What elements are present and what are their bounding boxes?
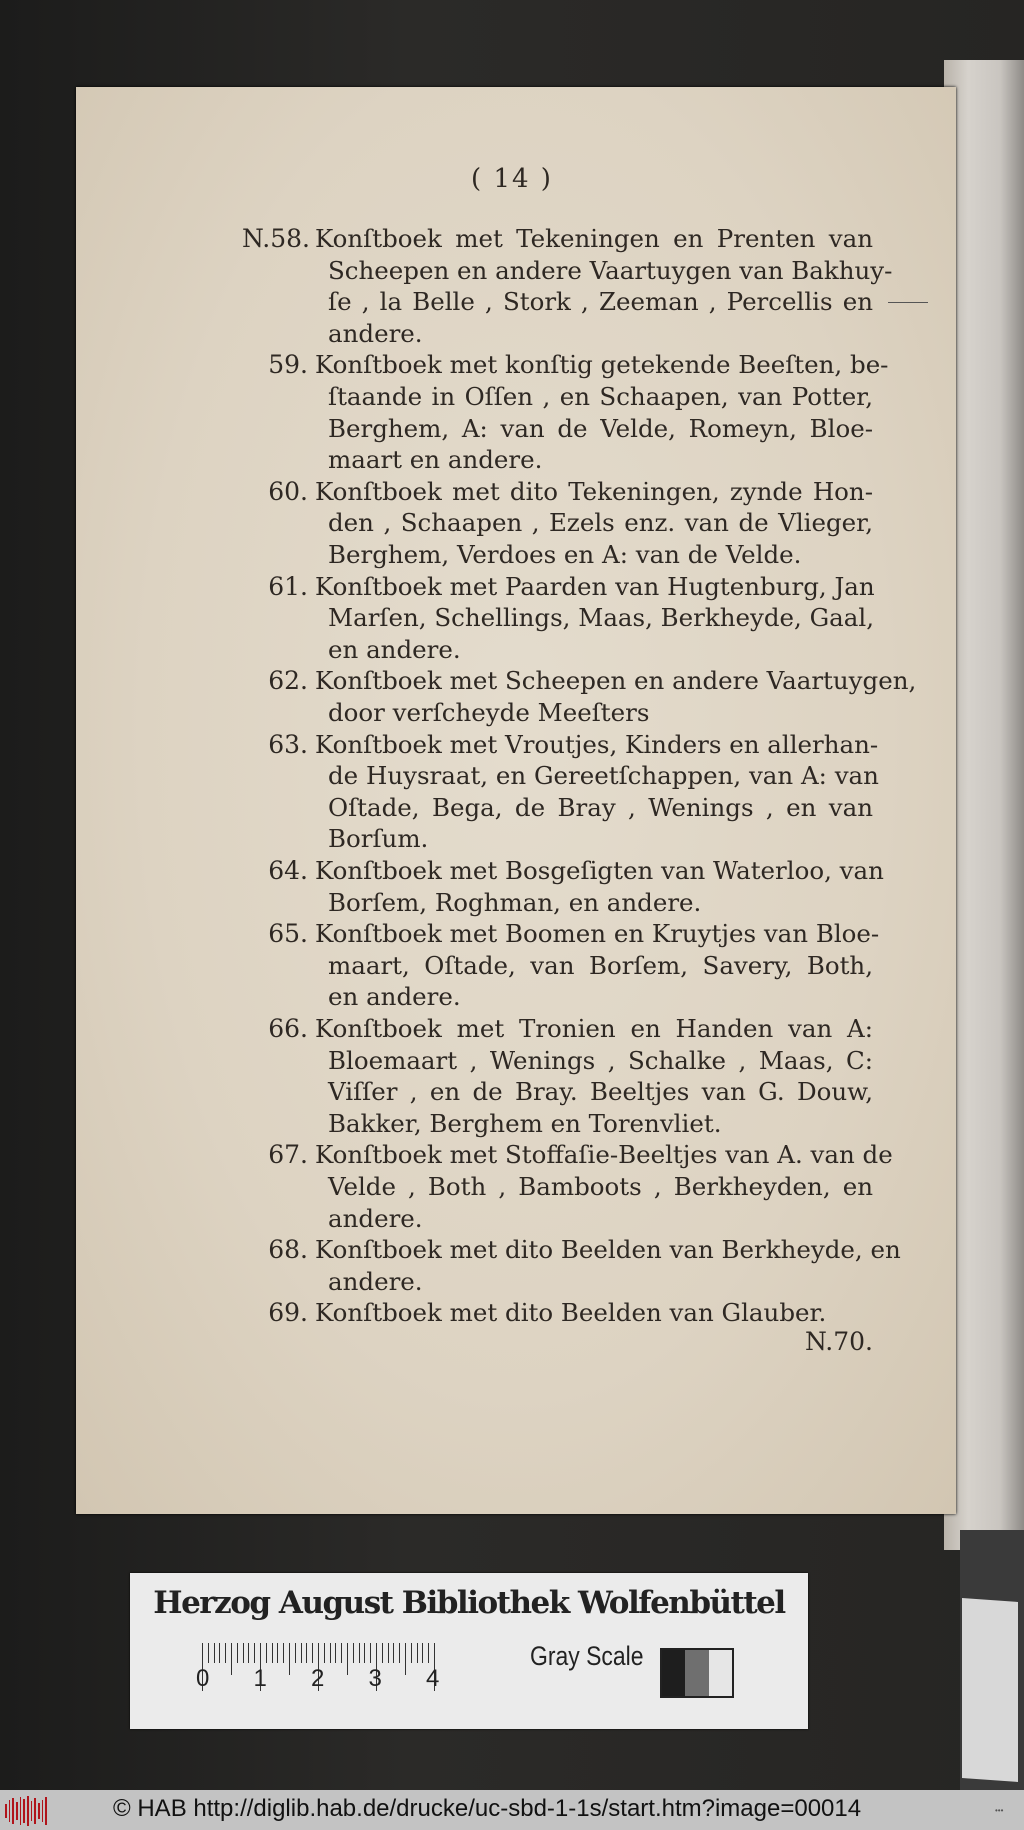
ruler-tick bbox=[370, 1643, 371, 1663]
entry-number: 62. bbox=[268, 666, 308, 696]
hab-logo-icon bbox=[5, 1796, 47, 1826]
ruler-tick bbox=[243, 1643, 244, 1663]
entry-line: Viſſer , en de Bray. Beeltjes van G. Douw, bbox=[328, 1077, 873, 1107]
ruler-tick bbox=[399, 1643, 400, 1663]
ruler-tick bbox=[388, 1643, 389, 1663]
entry-line: Konſtboek met Paarden van Hugtenburg, Jan bbox=[315, 571, 875, 601]
entry-line: Velde , Both , Bamboots , Berkheyden, en bbox=[328, 1172, 873, 1201]
entry-number: N.58. bbox=[242, 224, 310, 253]
entry-line: maart en andere. bbox=[328, 445, 543, 475]
entry-line: Bakker, Berghem en Torenvliet. bbox=[328, 1108, 722, 1138]
ruler-tick bbox=[364, 1643, 365, 1663]
shelfmark-tag bbox=[962, 1598, 1018, 1782]
library-name: Herzog August Bibliothek Wolfenbüttel bbox=[153, 1585, 785, 1621]
entry-number: 59. bbox=[268, 350, 308, 380]
ruler-tick bbox=[231, 1643, 232, 1675]
entry-number: 69. bbox=[268, 1298, 308, 1328]
entry-line: Konſtboek met Vroutjes, Kinders en allerhan- bbox=[315, 729, 879, 759]
entry-number: 67. bbox=[268, 1140, 308, 1170]
entry-line: andere. bbox=[328, 1266, 423, 1296]
ruler-tick bbox=[428, 1643, 429, 1663]
entry-line: andere. bbox=[328, 318, 423, 348]
entry-line: Borſem, Roghman, en andere. bbox=[328, 887, 702, 917]
entry-number: 66. bbox=[268, 1014, 308, 1043]
entry-line: Konſtboek met dito Beelden van Glauber. bbox=[315, 1298, 827, 1328]
ruler-tick bbox=[341, 1643, 342, 1663]
entry-line: Borſum. bbox=[328, 824, 429, 854]
entry-line: Konſtboek met Tekeningen en Prenten van bbox=[315, 224, 873, 253]
ruler-tick bbox=[289, 1643, 290, 1675]
catchword: N.70. bbox=[805, 1327, 873, 1356]
ruler-tick bbox=[283, 1643, 284, 1663]
gray-swatch bbox=[685, 1650, 708, 1696]
entry-line: ſe , la Belle , Stork , Zeeman , Percellis en bbox=[328, 287, 873, 317]
entry-line: Konſtboek met Boomen en Kruytjes van Bloe- bbox=[315, 919, 880, 949]
viewer-footer bbox=[0, 1790, 1024, 1830]
ruler-tick bbox=[219, 1643, 220, 1663]
entry-line: Konſtboek met Bosgeſigten van Waterloo, van bbox=[315, 856, 884, 885]
gray-scale-label: Gray Scale bbox=[530, 1641, 644, 1671]
adjacent-page-edge bbox=[944, 60, 1024, 1550]
entry-line: Oſtade, Bega, de Bray , Wenings , en van bbox=[328, 792, 873, 822]
ruler-tick bbox=[272, 1643, 273, 1663]
entry-line: Marſen, Schellings, Maas, Berkheyde, Gaal, bbox=[328, 603, 875, 633]
ruler-tick bbox=[417, 1643, 418, 1663]
ruler-label: 3 bbox=[368, 1665, 382, 1692]
ruler-tick bbox=[353, 1643, 354, 1663]
entry-line: en andere. bbox=[328, 634, 461, 664]
margin-mark bbox=[888, 302, 928, 303]
ruler-tick bbox=[248, 1643, 249, 1663]
ruler-tick bbox=[208, 1643, 209, 1663]
entry-number: 60. bbox=[268, 476, 308, 506]
entry-line: Konſtboek met dito Beelden van Berkheyde, en bbox=[315, 1235, 901, 1265]
ruler-tick bbox=[422, 1643, 423, 1663]
ruler-label: 0 bbox=[196, 1665, 210, 1692]
more-icon[interactable]: ••• bbox=[995, 1806, 1004, 1815]
ruler-tick bbox=[266, 1643, 267, 1663]
ruler-tick bbox=[295, 1643, 296, 1663]
ruler-tick bbox=[359, 1643, 360, 1663]
entry-line: Konſtboek met konſtig getekende Beeſten, be- bbox=[315, 350, 889, 380]
ruler-label: 2 bbox=[311, 1665, 325, 1692]
ruler-tick bbox=[411, 1643, 412, 1663]
entry-line: Scheepen en andere Vaartuygen van Bakhuy- bbox=[328, 255, 893, 285]
entry-number: 68. bbox=[268, 1235, 308, 1265]
entry-line: Konſtboek met Stoffaſie-Beeltjes van A. van de bbox=[315, 1140, 893, 1170]
ruler-tick bbox=[347, 1643, 348, 1675]
entry-number: 61. bbox=[268, 571, 308, 601]
ruler-label: 1 bbox=[253, 1665, 267, 1692]
page-number: ( 14 ) bbox=[471, 164, 553, 194]
ruler-tick bbox=[277, 1643, 278, 1663]
ruler-tick bbox=[393, 1643, 394, 1663]
copyright-url[interactable]: © HAB http://diglib.hab.de/drucke/uc-sbd-1-1s/start.htm?image=00014 bbox=[113, 1795, 862, 1822]
entry-number: 65. bbox=[268, 919, 308, 949]
gray-swatch bbox=[662, 1650, 685, 1696]
entry-line: de Huysraat, en Gereetſchappen, van A: van bbox=[328, 761, 879, 791]
entry-line: en andere. bbox=[328, 982, 461, 1012]
ruler-tick bbox=[214, 1643, 215, 1663]
ruler-tick bbox=[324, 1643, 325, 1663]
entry-line: den , Schaapen , Ezels enz. van de Vlieger, bbox=[328, 508, 873, 538]
color-reference-card bbox=[130, 1573, 808, 1729]
entry-line: andere. bbox=[328, 1203, 423, 1233]
entry-line: Konſtboek met dito Tekeningen, zynde Hon- bbox=[315, 476, 873, 506]
ruler-tick bbox=[306, 1643, 307, 1663]
entry-line: door verſcheyde Meeſters bbox=[328, 698, 650, 727]
ruler-tick bbox=[225, 1643, 226, 1663]
entry-line: maart, Oſtade, van Borſem, Savery, Both, bbox=[328, 950, 873, 980]
gray-scale-swatches bbox=[660, 1648, 734, 1698]
ruler-tick bbox=[335, 1643, 336, 1663]
ruler-tick bbox=[330, 1643, 331, 1663]
ruler-label: 4 bbox=[426, 1665, 440, 1692]
entry-line: Berghem, Verdoes en A: van de Velde. bbox=[328, 540, 802, 569]
ruler-tick bbox=[405, 1643, 406, 1675]
entry-number: 64. bbox=[268, 856, 308, 885]
ruler-tick bbox=[254, 1643, 255, 1663]
entry-line: Konſtboek met Tronien en Handen van A: bbox=[315, 1014, 873, 1043]
ruler-tick bbox=[301, 1643, 302, 1663]
entry-line: Konſtboek met Scheepen en andere Vaartuygen, bbox=[315, 666, 917, 696]
entry-line: ſtaande in Oſſen , en Schaapen, van Potter, bbox=[328, 382, 873, 411]
ruler-tick bbox=[237, 1643, 238, 1663]
entry-number: 63. bbox=[268, 729, 308, 759]
ruler-tick bbox=[312, 1643, 313, 1663]
ruler-tick bbox=[382, 1643, 383, 1663]
entry-line: Bloemaart , Wenings , Schalke , Maas, C: bbox=[328, 1045, 873, 1075]
entry-line: Berghem, A: van de Velde, Romeyn, Bloe- bbox=[328, 413, 873, 443]
gray-swatch bbox=[709, 1650, 732, 1696]
